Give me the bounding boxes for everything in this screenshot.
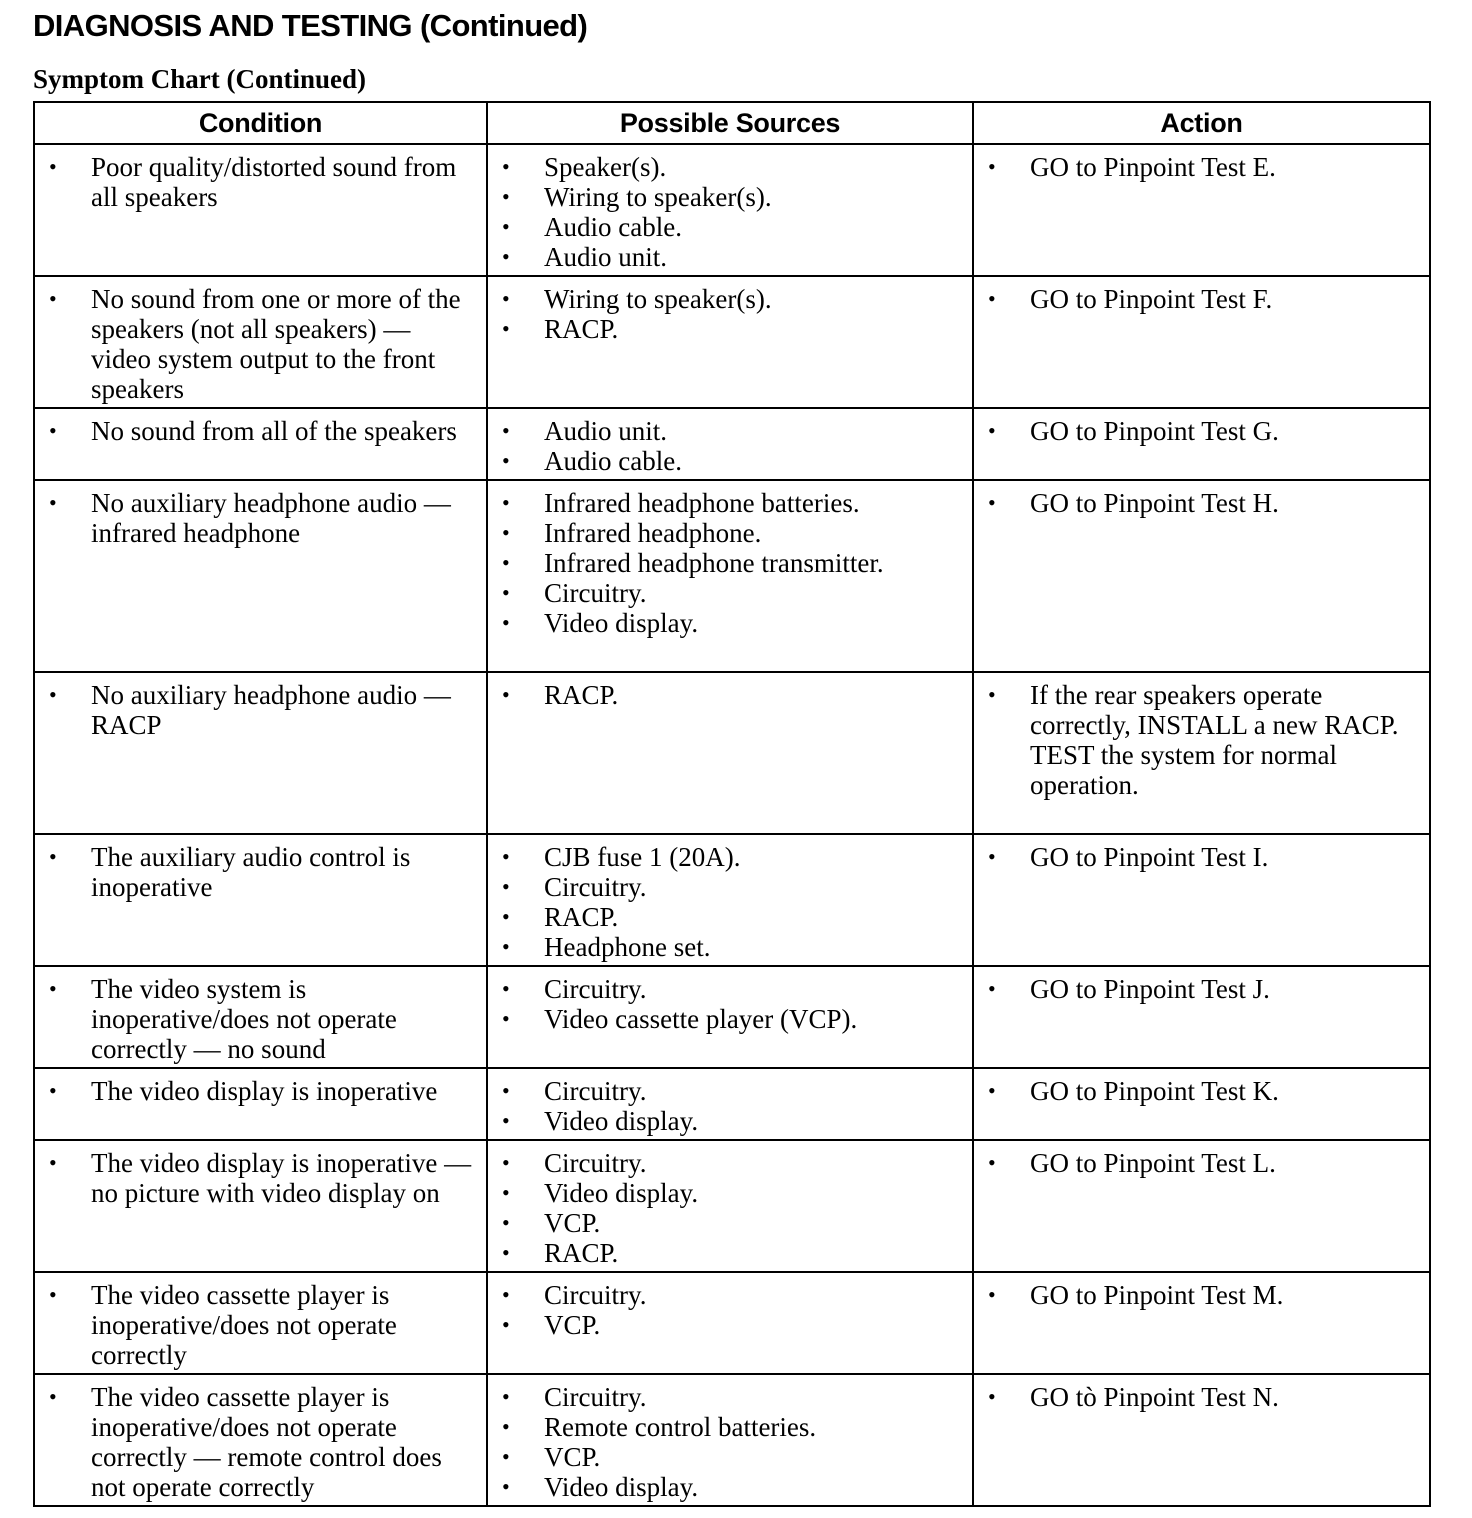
sources-cell (487, 480, 973, 672)
action-text: • GO to Pinpoint Test M. (984, 1280, 1419, 1310)
action-cell (973, 408, 1430, 480)
column-header-possible-sources: Possible Sources (487, 102, 973, 144)
sources-cell (487, 276, 973, 408)
condition-text: • Poor quality/distorted sound from all speakers (45, 152, 476, 212)
condition-cell (34, 1068, 487, 1140)
condition-cell (34, 480, 487, 672)
source-item: • Audio cable. (498, 212, 962, 242)
action-text: • GO to Pinpoint Test G. (984, 416, 1419, 446)
condition-cell (34, 144, 487, 276)
source-item: • RACP. (498, 1238, 962, 1268)
source-item: • Video cassette player (VCP). (498, 1004, 962, 1034)
sources-cell (487, 834, 973, 966)
sources-cell (487, 672, 973, 834)
action-cell (973, 966, 1430, 1068)
source-item: • Circuitry. (498, 578, 962, 608)
source-item: • Infrared headphone. (498, 518, 962, 548)
sources-cell (487, 1140, 973, 1272)
table-row (34, 672, 1430, 834)
source-item: • Video display. (498, 1472, 962, 1502)
sources-cell (487, 144, 973, 276)
condition-text: • No auxiliary headphone audio — RACP (45, 680, 476, 740)
action-text: • GO to Pinpoint Test F. (984, 284, 1419, 314)
source-item: • Circuitry. (498, 1382, 962, 1412)
source-item: • Video display. (498, 1106, 962, 1136)
source-item: • Infrared headphone batteries. (498, 488, 962, 518)
page-title: DIAGNOSIS AND TESTING (Continued) (33, 8, 588, 43)
source-item: • Audio unit. (498, 242, 962, 272)
condition-text: • The video cassette player is inoperative/does not operate correctly — remote control does not operate correctly (45, 1382, 476, 1502)
action-text: • GO to Pinpoint Test L. (984, 1148, 1419, 1178)
condition-cell (34, 1374, 487, 1506)
source-item: • RACP. (498, 680, 962, 710)
source-item: • Wiring to speaker(s). (498, 182, 962, 212)
sources-cell (487, 1068, 973, 1140)
condition-text: • No auxiliary headphone audio — infrared headphone (45, 488, 476, 548)
condition-text: • No sound from all of the speakers (45, 416, 476, 446)
action-cell (973, 144, 1430, 276)
table-row (34, 1272, 1430, 1374)
source-item: • CJB fuse 1 (20A). (498, 842, 962, 872)
action-text: • GO to Pinpoint Test E. (984, 152, 1419, 182)
column-header-condition: Condition (34, 102, 487, 144)
condition-text: • The video display is inoperative (45, 1076, 476, 1106)
action-text: • GO to Pinpoint Test K. (984, 1076, 1419, 1106)
action-text: • GO to Pinpoint Test H. (984, 488, 1419, 518)
symptom-chart-table (33, 101, 1431, 1507)
condition-cell (34, 672, 487, 834)
action-cell (973, 480, 1430, 672)
source-item: • VCP. (498, 1208, 962, 1238)
table-header-row (34, 102, 1430, 144)
action-cell (973, 1272, 1430, 1374)
source-item: • Circuitry. (498, 1280, 962, 1310)
source-item: • Circuitry. (498, 1148, 962, 1178)
source-item: • Remote control batteries. (498, 1412, 962, 1442)
table-row (34, 408, 1430, 480)
source-item: • Video display. (498, 608, 962, 638)
source-item: • RACP. (498, 314, 962, 344)
source-item: • Infrared headphone transmitter. (498, 548, 962, 578)
table-row (34, 1140, 1430, 1272)
table-row (34, 480, 1430, 672)
action-cell (973, 1374, 1430, 1506)
condition-cell (34, 1140, 487, 1272)
sources-cell (487, 408, 973, 480)
source-item: • Circuitry. (498, 974, 962, 1004)
source-item: • Audio unit. (498, 416, 962, 446)
table-row (34, 276, 1430, 408)
action-cell (973, 1068, 1430, 1140)
condition-cell (34, 276, 487, 408)
condition-cell (34, 966, 487, 1068)
action-text: • If the rear speakers operate correctly, INSTALL a new RACP. TEST the system for normal operation. (984, 680, 1419, 800)
condition-text: • The video system is inoperative/does not operate correctly — no sound (45, 974, 476, 1064)
source-item: • Audio cable. (498, 446, 962, 476)
table-row (34, 834, 1430, 966)
sources-cell (487, 966, 973, 1068)
source-item: • Speaker(s). (498, 152, 962, 182)
action-cell (973, 276, 1430, 408)
condition-cell (34, 834, 487, 966)
source-item: • Video display. (498, 1178, 962, 1208)
action-text: • GO tò Pinpoint Test N. (984, 1382, 1419, 1412)
table-row (34, 966, 1430, 1068)
condition-text: • No sound from one or more of the speakers (not all speakers) — video system output to the front speakers (45, 284, 476, 404)
chart-subtitle: Symptom Chart (Continued) (33, 64, 367, 94)
condition-text: • The video cassette player is inoperative/does not operate correctly (45, 1280, 476, 1370)
source-item: • Circuitry. (498, 872, 962, 902)
action-cell (973, 834, 1430, 966)
source-item: • VCP. (498, 1442, 962, 1472)
table-row (34, 1374, 1430, 1506)
source-item: • RACP. (498, 902, 962, 932)
table-row (34, 144, 1430, 276)
source-item: • VCP. (498, 1310, 962, 1340)
action-text: • GO to Pinpoint Test I. (984, 842, 1419, 872)
action-cell (973, 1140, 1430, 1272)
source-item: • Circuitry. (498, 1076, 962, 1106)
action-text: • GO to Pinpoint Test J. (984, 974, 1419, 1004)
condition-text: • The video display is inoperative — no picture with video display on (45, 1148, 476, 1208)
table-body (34, 144, 1430, 1506)
condition-cell (34, 1272, 487, 1374)
table-row (34, 1068, 1430, 1140)
source-item: • Wiring to speaker(s). (498, 284, 962, 314)
condition-text: • The auxiliary audio control is inoperative (45, 842, 476, 902)
sources-cell (487, 1374, 973, 1506)
column-header-action: Action (973, 102, 1430, 144)
source-item: • Headphone set. (498, 932, 962, 962)
sources-cell (487, 1272, 973, 1374)
condition-cell (34, 408, 487, 480)
action-cell (973, 672, 1430, 834)
